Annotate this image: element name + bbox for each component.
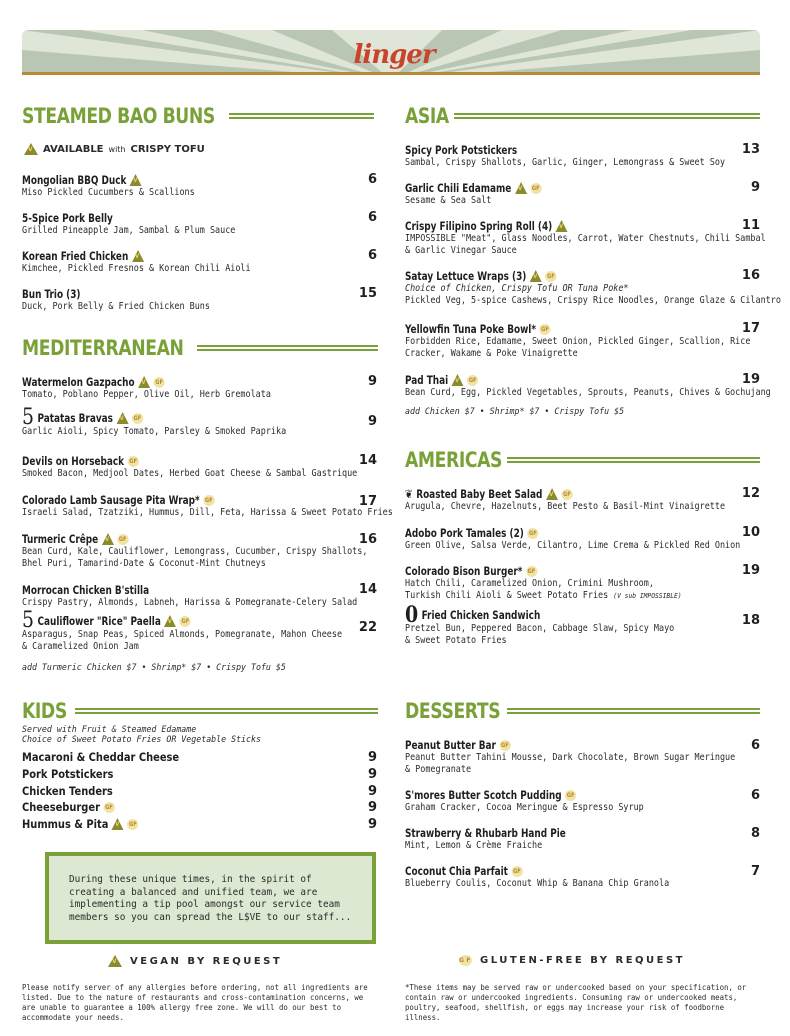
item-price: 9 xyxy=(367,374,377,389)
item-name: S'mores Butter Scotch Pudding xyxy=(405,788,562,802)
note-suffix: CRISPY TOFU xyxy=(130,143,205,155)
item-name: Colorado Bison Burger* xyxy=(405,564,523,578)
section-rule xyxy=(229,113,374,119)
gluten-free-icon: GF xyxy=(541,325,549,333)
menu-item xyxy=(22,249,276,275)
item-desc: Sambal, Crispy Shallots, Garlic, Ginger, Lemongrass & Sweet Soy xyxy=(405,157,726,168)
item-price: 9 xyxy=(750,180,760,195)
item-desc: Peanut Butter Tahini Mousse, Dark Chocolate, Brown Sugar Meringue xyxy=(405,752,736,763)
item-name: Korean Fried Chicken xyxy=(22,249,129,263)
vegan-icon xyxy=(130,174,142,186)
vegan-icon xyxy=(108,955,122,967)
item-desc: Tomato, Poblano Pepper, Olive Oil, Herb Gremolata xyxy=(22,389,271,400)
gluten-free-icon: GF xyxy=(562,490,571,498)
vegan-icon xyxy=(24,143,38,155)
raw-food-disclaimer: *These items may be served raw or undercooked based on your specification, or contain raw or undercooked ingredients. Consuming raw or undercooked meats, poultry, seafood, shellfish, or eggs may increase your risk of foodborne illness. xyxy=(405,983,747,1022)
item-desc: Grilled Pineapple Jam, Sambal & Plum Sauce xyxy=(22,225,236,236)
item-name: Roasted Baby Beet Salad xyxy=(416,487,543,501)
gluten-free-icon: GF xyxy=(531,184,540,192)
section-rule xyxy=(75,708,378,714)
header-rule xyxy=(22,72,760,75)
item-desc: Cracker, Wakame & Poke Vinaigrette xyxy=(405,348,578,359)
menu-item xyxy=(22,287,231,313)
gluten-free-icon: GF xyxy=(105,803,113,811)
item-name: Cauliflower "Rice" Paella xyxy=(37,614,161,628)
item-desc: Blueberry Coulis, Coconut Whip & Banana Chip Granola xyxy=(405,878,670,889)
item-desc: & Sweet Potato Fries xyxy=(405,635,507,646)
gluten-free-icon: GF xyxy=(155,378,164,386)
item-price: 7 xyxy=(750,864,760,879)
gluten-free-icon: GF xyxy=(459,957,474,964)
item-name: Watermelon Gazpacho xyxy=(22,375,135,389)
menu-item xyxy=(22,405,316,438)
vegan-icon xyxy=(546,488,558,500)
item-price: 14 xyxy=(358,453,377,468)
item-desc: Israeli Salad, Tzatziki, Hummus, Dill, Feta, Harissa & Sweet Potato Fries xyxy=(22,507,393,518)
five-ingredient-mark: 5 xyxy=(22,405,35,430)
item-price: 10 xyxy=(741,525,760,540)
section-heading-bao xyxy=(22,104,374,128)
item-price: 9 xyxy=(367,750,377,765)
item-desc: Graham Cracker, Cocoa Meringue & Espresso Syrup xyxy=(405,802,644,813)
item-desc: Turkish Chili Aioli & Sweet Potato Fries xyxy=(405,590,609,601)
section-title: STEAMED BAO BUNS xyxy=(22,104,215,128)
item-price: 12 xyxy=(741,486,760,501)
section-title: DESSERTS xyxy=(405,699,501,723)
menu-item xyxy=(22,211,259,237)
vegan-icon xyxy=(556,220,568,232)
menu-item xyxy=(22,173,214,199)
tip-pool-notice xyxy=(45,852,376,944)
five-ingredient-mark: 5 xyxy=(22,608,35,633)
item-name: Fried Chicken Sandwich xyxy=(421,608,541,622)
item-price: 17 xyxy=(358,494,377,509)
gluten-free-icon: GF xyxy=(527,567,536,575)
item-price: 15 xyxy=(358,286,377,301)
section-title: KIDS xyxy=(22,699,67,723)
item-desc: Garlic Aioli, Spicy Tomato, Parsley & Smoked Paprika xyxy=(22,426,287,437)
item-name: Spicy Pork Potstickers xyxy=(405,143,518,157)
item-price: 18 xyxy=(741,613,760,628)
vegan-icon xyxy=(116,412,128,424)
item-price: 17 xyxy=(741,321,760,336)
kids-sub-1: Served with Fruit & Steamed Edamame xyxy=(22,724,197,735)
menu-item xyxy=(22,375,299,401)
menu-item xyxy=(405,487,761,513)
menu-item xyxy=(22,583,395,609)
gluten-free-icon: GF xyxy=(546,272,555,280)
item-name: Strawberry & Rhubarb Hand Pie xyxy=(405,826,566,840)
gluten-free-icon: GF xyxy=(181,617,190,625)
section-rule xyxy=(197,345,378,351)
item-desc: Asparagus, Snap Peas, Spiced Almonds, Pomegranate, Mahon Cheese xyxy=(22,629,343,640)
item-sub-note: (V sub IMPOSSIBLE) xyxy=(613,592,682,600)
item-price: 6 xyxy=(367,172,377,187)
gluten-free-icon: GF xyxy=(566,791,575,799)
vegan-icon xyxy=(132,250,144,262)
item-name: Devils on Horseback xyxy=(22,454,125,468)
allergy-disclaimer: Please notify server of any allergies before ordering, not all ingredients are listed. Due to the nature of restaurants and cross-contamination concerns, we are unable to guarantee a 100% allergy free zone. We will do our best to accommodate your needs. xyxy=(22,983,368,1022)
item-price: 14 xyxy=(358,582,377,597)
item-name: Bun Trio (3) xyxy=(22,287,81,301)
item-desc: & Garlic Vinegar Sauce xyxy=(405,245,517,256)
item-name: Pork Potstickers xyxy=(22,767,114,781)
item-name: Satay Lettuce Wraps (3) xyxy=(405,269,527,283)
menu-item xyxy=(22,767,128,781)
menu-item xyxy=(405,143,761,169)
item-price: 9 xyxy=(367,800,377,815)
gluten-free-icon: GF xyxy=(501,741,509,749)
item-name: Cheeseburger xyxy=(22,800,100,814)
gluten-free-icon: GF xyxy=(133,414,142,422)
item-price: 19 xyxy=(741,563,760,578)
item-desc: & Caramelized Onion Jam xyxy=(22,641,139,652)
vegan-icon xyxy=(452,374,464,386)
gluten-free-icon: GF xyxy=(529,529,537,537)
item-name: Colorado Lamb Sausage Pita Wrap* xyxy=(22,493,200,507)
item-price: 6 xyxy=(750,788,760,803)
note-prefix: AVAILABLE xyxy=(43,143,104,155)
item-price: 19 xyxy=(741,372,760,387)
item-price: 8 xyxy=(750,826,760,841)
item-name: Hummus & Pita xyxy=(22,817,109,831)
item-desc: Smoked Bacon, Medjool Dates, Herbed Goat Cheese & Sambal Gastrique xyxy=(22,468,358,479)
item-desc: Arugula, Chevre, Hazelnuts, Beet Pesto & Basil-Mint Vinaigrette xyxy=(405,501,726,512)
add-on-note: add Turmeric Chicken $7 • Shrimp* $7 • Crispy Tofu $5 xyxy=(22,662,286,673)
item-desc: Bhel Puri, Tamarind-Date & Coconut-Mint Chutneys xyxy=(22,558,266,569)
section-heading-desserts xyxy=(405,699,760,723)
menu-item xyxy=(22,454,395,480)
section-title: AMERICAS xyxy=(405,448,502,472)
item-desc: Sesame & Sea Salt xyxy=(405,195,492,206)
vegan-icon xyxy=(102,533,114,545)
item-name: Patatas Bravas xyxy=(37,411,113,425)
item-name: Garlic Chili Edamame xyxy=(405,181,512,195)
menu-item xyxy=(22,817,157,831)
item-desc: Pretzel Bun, Peppered Bacon, Cabbage Slaw, Spicy Mayo xyxy=(405,623,675,634)
section-title: MEDITERRANEAN xyxy=(22,336,184,360)
beet-illustration-icon: ❦ xyxy=(405,487,413,501)
gluten-free-icon: GF xyxy=(468,376,477,384)
menu-item xyxy=(405,526,778,552)
gluten-free-icon: GF xyxy=(118,535,127,543)
item-price: 9 xyxy=(367,784,377,799)
item-name: 5-Spice Pork Belly xyxy=(22,211,113,225)
item-desc: Miso Pickled Cucumbers & Scallions xyxy=(22,187,195,198)
section-heading-americas xyxy=(405,448,760,472)
kids-sub-2: Choice of Sweet Potato Fries OR Vegetable Sticks xyxy=(22,734,261,745)
item-name: Morrocan Chicken B'stilla xyxy=(22,583,150,597)
item-name: Pad Thai xyxy=(405,373,449,387)
item-price: 6 xyxy=(367,248,377,263)
brand-logo: linger xyxy=(353,40,435,70)
menu-item xyxy=(405,864,699,890)
item-name: Mongolian BBQ Duck xyxy=(22,173,127,187)
item-desc: Crispy Pastry, Almonds, Labneh, Harissa & Pomegranate-Celery Salad xyxy=(22,597,358,608)
menu-item xyxy=(22,784,128,798)
vegan-icon xyxy=(112,818,124,830)
menu-item xyxy=(405,738,772,776)
item-price: 6 xyxy=(367,210,377,225)
item-desc: Bean Curd, Egg, Pickled Vegetables, Sprouts, Peanuts, Chives & Gochujang xyxy=(405,387,771,398)
item-price: 9 xyxy=(367,414,377,429)
note-with: with xyxy=(108,144,126,154)
section-heading-med xyxy=(22,336,378,360)
item-name: Yellowfin Tuna Poke Bowl* xyxy=(405,322,537,336)
menu-item xyxy=(405,826,592,852)
gluten-free-icon: GF xyxy=(204,496,213,504)
item-desc: Mint, Lemon & Crème Fraiche xyxy=(405,840,543,851)
add-on-note: add Chicken $7 • Shrimp* $7 • Crispy Tofu $5 xyxy=(405,406,625,417)
bao-tofu-note xyxy=(24,143,205,155)
section-title: ASIA xyxy=(405,104,449,128)
item-desc: Duck, Pork Belly & Fried Chicken Buns xyxy=(22,301,210,312)
item-name: Coconut Chia Parfait xyxy=(405,864,508,878)
item-desc: Bean Curd, Kale, Cauliflower, Lemongrass, Cucumber, Crispy Shallots, xyxy=(22,546,368,557)
item-price: 13 xyxy=(741,142,760,157)
section-heading-asia xyxy=(405,104,760,128)
legend-gluten-free xyxy=(459,955,685,966)
menu-item xyxy=(405,602,704,647)
item-price: 6 xyxy=(750,738,760,753)
item-price: 9 xyxy=(367,767,377,782)
menu-item xyxy=(22,750,205,764)
menu-item xyxy=(405,788,670,814)
item-desc: Green Olive, Salsa Verde, Cilantro, Lime Crema & Pickled Red Onion xyxy=(405,540,741,551)
item-name: Chicken Tenders xyxy=(22,784,113,798)
item-price: 9 xyxy=(367,817,377,832)
item-name: Peanut Butter Bar xyxy=(405,738,496,752)
item-name: Crispy Filipino Spring Roll (4) xyxy=(405,219,553,233)
vegan-icon xyxy=(164,615,176,627)
item-choice: Choice of Chicken, Crispy Tofu OR Tuna Poke* xyxy=(405,283,629,294)
item-price: 11 xyxy=(741,218,760,233)
section-heading-kids xyxy=(22,699,378,723)
item-desc: Hatch Chili, Caramelized Onion, Crimini Mushroom, xyxy=(405,578,654,589)
gluten-free-icon: GF xyxy=(129,457,138,465)
item-desc: Forbidden Rice, Edamame, Sweet Onion, Pickled Ginger, Scallion, Rice xyxy=(405,336,751,347)
legend-label: VEGAN BY REQUEST xyxy=(130,955,283,967)
menu-item xyxy=(22,608,378,653)
section-rule xyxy=(507,708,760,714)
zero-waste-mark: 0 xyxy=(405,602,419,628)
item-desc: Kimchee, Pickled Fresnos & Korean Chili Aioli xyxy=(22,263,251,274)
section-rule xyxy=(454,113,760,119)
item-price: 16 xyxy=(741,268,760,283)
gluten-free-icon: GF xyxy=(513,867,521,875)
item-price: 22 xyxy=(358,620,377,635)
menu-item xyxy=(405,181,564,207)
vegan-icon xyxy=(530,270,542,282)
item-name: Adobo Pork Tamales (2) xyxy=(405,526,524,540)
item-name: Turmeric Crêpe xyxy=(22,532,99,546)
section-rule xyxy=(507,457,760,463)
item-desc: Pickled Veg, 5-spice Cashews, Crispy Rice Noodles, Orange Glaze & Cilantro xyxy=(405,295,781,306)
menu-item xyxy=(22,800,130,814)
menu-item xyxy=(405,564,712,602)
item-desc: & Pomegranate xyxy=(405,764,472,775)
item-desc: IMPOSSIBLE "Meat", Glass Noodles, Carrot, Water Chestnuts, Chili Sambal xyxy=(405,233,766,244)
item-name: Macaroni & Cheddar Cheese xyxy=(22,750,180,764)
vegan-icon xyxy=(138,376,150,388)
legend-label: GLUTEN-FREE BY REQUEST xyxy=(480,955,685,966)
notice-text: During these unique times, in the spirit of creating a balanced and unified team, we are implementing a tip pool amongst our service team members so you can spread the L$VE to our staff... xyxy=(69,874,352,923)
gluten-free-icon: GF xyxy=(129,820,137,828)
legend-vegan xyxy=(108,955,282,967)
vegan-icon xyxy=(515,182,527,194)
item-price: 16 xyxy=(358,532,377,547)
